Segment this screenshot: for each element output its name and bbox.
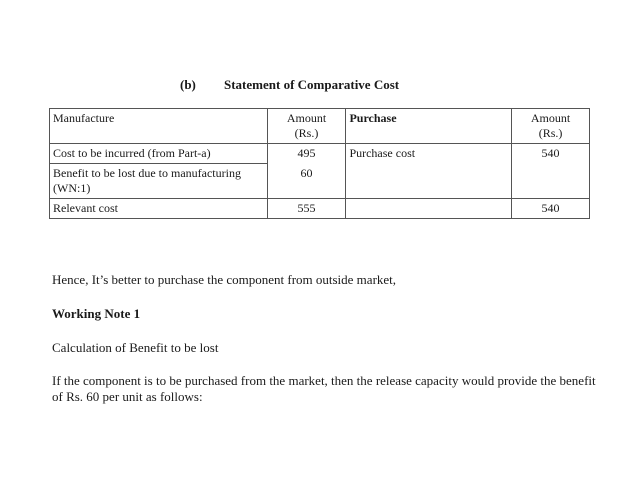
header-amount-label: Amount	[530, 111, 571, 125]
row-purchase-empty	[346, 164, 512, 199]
header-amount-unit: (Rs.)	[294, 126, 319, 140]
header-amount-manufacture	[267, 109, 346, 144]
explanation-text: If the component is to be purchased from the market, then the release capacity would provide the benefit of Rs. 60 per unit as follows:	[52, 373, 596, 404]
row-purchase-amount: 540	[512, 199, 590, 219]
row-amount: 495	[267, 144, 346, 164]
conclusion-text: Hence, It’s better to purchase the component from outside market,	[52, 272, 397, 287]
header-manufacture: Manufacture	[50, 109, 268, 144]
row-amount: 60	[267, 164, 346, 199]
calculation-title: Calculation of Benefit to be lost	[52, 340, 219, 355]
header-purchase: Purchase	[346, 109, 512, 144]
row-purchase-empty	[346, 199, 512, 219]
header-amount-label: Amount	[286, 111, 327, 125]
row-label: Relevant cost	[50, 199, 268, 219]
table-row	[50, 144, 590, 164]
table-total-row	[50, 199, 590, 219]
part-label: (b)	[180, 77, 196, 92]
table-row	[50, 164, 590, 199]
row-purchase-amount-empty	[512, 164, 590, 199]
row-label: Benefit to be lost due to manufacturing (WN:1)	[50, 164, 268, 199]
working-note-heading: Working Note 1	[52, 306, 141, 321]
statement-title: Statement of Comparative Cost	[224, 77, 400, 92]
row-amount: 555	[267, 199, 346, 219]
header-amount-unit: (Rs.)	[538, 126, 563, 140]
row-label: Cost to be incurred (from Part-a)	[50, 144, 268, 164]
row-purchase-amount: 540	[512, 144, 590, 164]
header-amount-purchase	[512, 109, 590, 144]
table-header-row	[50, 109, 590, 144]
comparative-cost-table	[49, 108, 590, 219]
row-purchase-label: Purchase cost	[346, 144, 512, 164]
